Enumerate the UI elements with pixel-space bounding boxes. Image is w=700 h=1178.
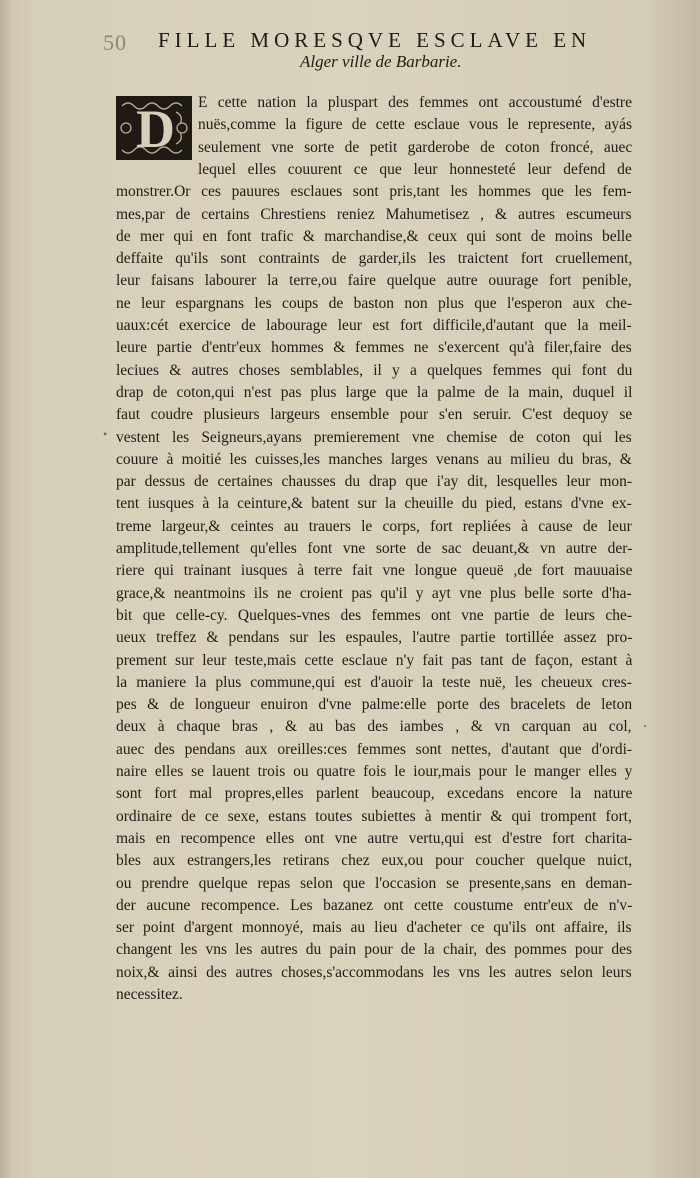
text-line: faut coudre plusieurs largeurs ensemble pour s'en seruir. C'est dequoy se [116, 406, 633, 424]
drop-cap-letter: D [136, 99, 175, 159]
text-line: drap de coton,qui n'est pas plus large que la palme de la main, duquel il [116, 383, 633, 401]
text-line: noix,& ainsi des autres choses,s'accommodans les vns les autres selon leurs [116, 963, 632, 981]
text-line: monstrer.Or ces pauures esclaues sont pris,tant les hommes que les fem- [116, 183, 632, 201]
text-line: mes,par de certains Chrestiens reniez Mahumetisez , & autres escumeurs [116, 205, 632, 223]
margin-mark-right: . [643, 714, 647, 731]
text-line: tent iusques à la ceinture,& batent sur la cheuille du pied, estans d'vne ex- [116, 495, 632, 513]
text-line: naire elles se lauent trois ou quatre fois le iour,mais pour le manger elles y [116, 763, 633, 780]
text-line: deffaite qu'ils sont contraints de garder,ils les traictent fort cruellement, [116, 250, 633, 268]
text-line: mais en recompence elles ont vne autre vertu,qui est d'estre fort charita- [116, 829, 633, 847]
text-line: de mer qui en font trafic & marchandise,& ceux qui sont de moins belle [116, 227, 633, 245]
running-title: FILLE MORESQVE ESCLAVE EN [158, 28, 592, 52]
text-line: bles aux estrangers,les retirans chez eux,ou pour coucher quelque nuict, [116, 852, 633, 870]
text-line: amplitude,tellement qu'elles font vne sorte de sac deuant,& vn autre der- [116, 540, 633, 557]
text-line: grace,& neantmoins ils ne croient pas qu'il y ayt vne plus belle sorte d'ha- [116, 584, 632, 602]
text-line: necessitez. [116, 986, 183, 1003]
text-line: leciues & autres choses semblables, il y a quelques femmes qui font du [116, 361, 633, 379]
text-line: der aucune recompence. Les bazanez ont cette coustume entr'eux de n'v- [116, 896, 633, 914]
text-line: prement sur leur teste,mais cette esclaue n'y fait pas tant de façon, estant à [116, 651, 633, 669]
text-line: nuës,comme la figure de cette esclaue vous le represente, ayás [198, 116, 633, 134]
text-line: ou prendre quelque repas selon que l'occasion se presente,sans en deman- [116, 874, 633, 892]
text-line: leur faisans labourer la terre,ou faire quelque autre ouurage fort penible, [116, 272, 632, 290]
text-line: E cette nation la pluspart des femmes ont accoustumé d'estre [198, 94, 632, 111]
text-line: auec des pendans aux oreilles:ces femmes sont nettes, d'autant que d'ordi- [116, 740, 633, 758]
text-line: sont fort mal propres,elles parlent beaucoup, excedans encore la nature [116, 785, 633, 803]
text-line: lequel elles couurent ce que leur honnesteté leur defend de [198, 160, 632, 178]
text-line: ser point d'argent monnoyé, mais au lieu d'acheter ce qu'ils ont affaire, ils [116, 919, 632, 937]
text-line: couure à moitié les cuisses,les manches larges venans au milieu du bras, & [116, 450, 632, 468]
text-line: bit que celle-cy. Quelques-vnes des femmes ont vne partie de leurs che- [116, 606, 633, 624]
text-line: seulement vne sorte de petit garderobe de coton froncé, auec [198, 138, 633, 156]
text-line: leure partie d'entr'eux hommes & femmes ne s'exercent qu'à filer,faire des [116, 339, 632, 357]
text-line: vestent les Seigneurs,ayans premierement vne chemise de coton qui les [116, 428, 632, 446]
page-number: 50 [103, 30, 127, 55]
text-line: changent les vns les autres du pain pour de la chair, des pommes pour des [116, 941, 633, 959]
text-line: treme largeur,& ceintes au trauers le corps, fort repliées à cause de leur [116, 517, 632, 535]
text-line: ordinaire de ce sexe, estans toutes subiettes à mentir & qui trompent fort, [116, 807, 632, 825]
text-line: riere qui trainant iusques à terre fait vne longue queuë ,de fort mauuaise [116, 562, 633, 580]
text-line: deux à chaque bras , & au bas des iambes , & vn carquan au col, [116, 718, 632, 736]
text-line: par dessus de certaines chausses du drap que i'ay dit, lesquelles leur mon- [116, 473, 633, 491]
text-line: la maniere la plus commune,qui est d'auoir la teste nuë, les cheueux cres- [116, 673, 632, 691]
subtitle: Alger ville de Barbarie. [300, 52, 462, 71]
text-line: uaux:cét exercice de labourage leur est fort difficile,d'autant que la meil- [116, 317, 632, 334]
margin-dot: • [103, 427, 108, 441]
text-line: ne leur espargnans les coups de baston non plus que l'esperon aux che- [116, 294, 633, 312]
text-line: pes & de longueur enuiron d'vne palme:elle porte des bracelets de leton [116, 696, 633, 714]
text-line: ueux treffez & pendans sur les espaules, l'autre partie tortillée assez pro- [116, 629, 633, 647]
